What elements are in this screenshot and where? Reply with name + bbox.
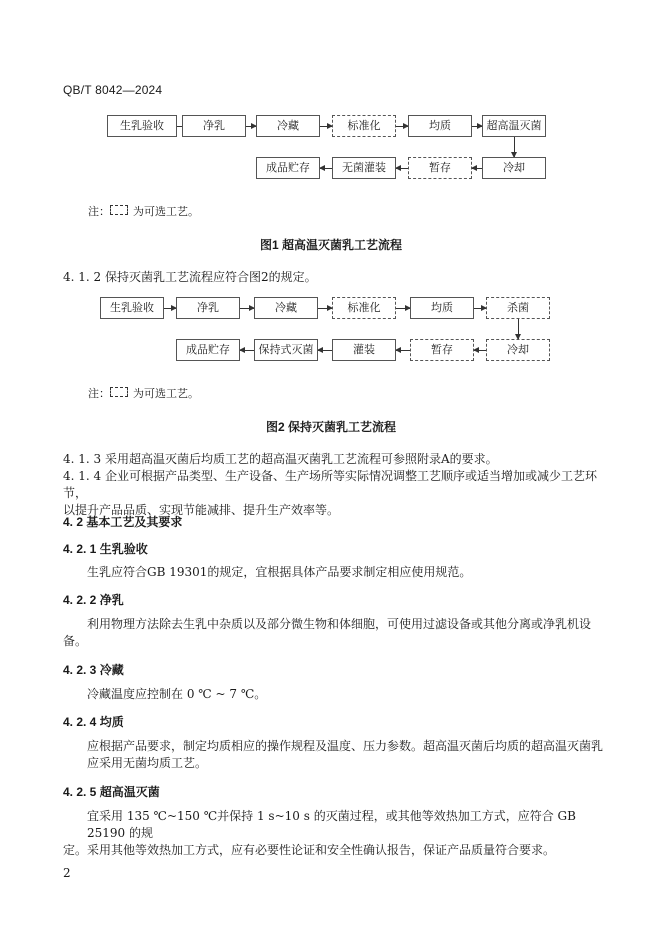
section-4-2-5-text [63,808,608,859]
section-4-2-1-text: 生乳应符合GB 19301的规定，宜根据具体产品要求制定相应使用规范。 [87,565,472,579]
fig1-arrow [396,126,408,127]
fig1-arrow [320,168,332,169]
section-4-2-4-line2: 应采用无菌均质工艺。 [87,756,208,770]
clause-text-line1: 企业可根据产品类型、生产设备、生产场所等实际情况调整工艺顺序或适当增加或减少工艺环节， [63,469,598,500]
fig1-arrow [472,168,482,169]
fig2-note-label: 注： [88,387,110,400]
clause-number: 4. 1. 4 [63,469,102,483]
section-4-2-3-text: 冷藏温度应控制在 0 ℃ ~ 7 ℃。 [87,687,267,701]
fig1-box-aseptic-filling: 无菌灌装 [332,157,396,179]
fig2-box-homogenization: 均质 [410,297,474,319]
fig2-arrow [240,308,254,309]
fig1-box-temporary-storage: 暂存 [408,157,472,179]
fig2-arrow-down [518,319,519,339]
section-4-2-5-line2: 定。采用其他等效热加工方式，应有必要性论证和安全性确认报告，保证产品质量符合要求。 [63,843,556,857]
fig1-arrow [396,168,408,169]
fig2-box-retort-sterilization: 保持式灭菌 [254,339,318,361]
fig1-arrow [320,126,332,127]
section-4-2-5-line1: 宜采用 135 ℃~150 ℃并保持 1 s~10 s 的灭菌过程，或其他等效热加工方式，应符合 GB 25190 的规 [87,809,576,840]
section-4-2-2-text [63,616,608,650]
fig2-box-filling: 灌装 [332,339,396,361]
clause-4-1-3 [63,451,498,468]
section-4-2-4-line1: 应根据产品要求，制定均质相应的操作规程及温度、压力参数。超高温灭菌后均质的超高温灭菌乳 [87,739,604,753]
fig2-arrow [474,308,486,309]
fig2-box-finished-storage: 成品贮存 [176,339,240,361]
fig2-box-cooling: 冷却 [486,339,550,361]
clause-4-1-4 [63,468,603,519]
fig1-box-finished-storage: 成品贮存 [256,157,320,179]
section-4-2-1-heading [63,540,148,557]
fig1-box-raw-milk-acceptance: 生乳验收 [107,115,177,137]
fig2-box-refrigeration: 冷藏 [254,297,318,319]
fig1-note-text: 为可选工艺。 [133,205,199,218]
section-number: 4. 2. 5 [63,785,97,799]
fig2-arrow [240,350,254,351]
page-number: 2 [63,866,71,880]
fig2-box-standardization: 标准化 [332,297,396,319]
clause-text: 保持灭菌乳工艺流程应符合图2的规定。 [105,270,317,284]
standard-code: QB/T 8042—2024 [63,83,163,97]
fig1-box-standardization: 标准化 [332,115,396,137]
section-4-2-3-heading [63,661,124,678]
fig2-box-milk-purification: 净乳 [176,297,240,319]
fig2-box-sterilization: 杀菌 [486,297,550,319]
section-4-2-2-line1: 利用物理方法除去生乳中杂质以及部分微生物和体细胞，可使用过滤设备或其他分离或净乳机设 [87,617,592,631]
fig2-arrow [318,350,332,351]
fig1-box-cooling: 冷却 [482,157,546,179]
fig2-arrow [164,308,176,309]
fig2-arrow [474,350,486,351]
clause-4-1-2 [63,269,317,286]
fig1-arrow [472,126,482,127]
fig2-box-temporary-storage: 暂存 [410,339,474,361]
section-title: 冷藏 [99,663,124,677]
fig2-arrow [318,308,332,309]
clause-number: 4. 1. 2 [63,270,102,284]
figure1-caption: 图1 超高温灭菌乳工艺流程 [259,238,402,252]
dashed-box-legend-icon [110,205,128,215]
section-title: 基本工艺及其要求 [86,515,183,529]
fig2-note-text: 为可选工艺。 [133,387,199,400]
fig1-arrow-down [514,137,515,157]
section-title: 净乳 [99,593,124,607]
section-number: 4. 2. 4 [63,715,97,729]
section-4-2-2-line2: 备。 [63,634,88,648]
section-number: 4. 2. 3 [63,663,97,677]
section-number: 4. 2 [63,515,84,529]
section-4-2-5-heading [63,783,160,800]
section-number: 4. 2. 1 [63,542,97,556]
dashed-box-legend-icon [110,387,128,397]
fig2-arrow [396,350,410,351]
fig2-box-raw-milk-acceptance: 生乳验收 [100,297,164,319]
section-4-2-4-text [63,738,608,772]
section-number: 4. 2. 2 [63,593,97,607]
clause-text-line2: 以提升产品品质、实现节能减排、提升生产效率等。 [63,503,340,517]
fig1-arrow [246,126,256,127]
fig1-note-label: 注： [88,205,110,218]
fig1-box-milk-purification: 净乳 [182,115,246,137]
clause-text: 采用超高温灭菌后均质工艺的超高温灭菌乳工艺流程可参照附录A的要求。 [105,452,498,466]
fig1-box-homogenization: 均质 [408,115,472,137]
section-title: 均质 [99,715,124,729]
section-4-2-4-heading [63,713,124,730]
section-title: 生乳验收 [99,542,148,556]
section-title: 超高温灭菌 [99,785,160,799]
figure2-caption: 图2 保持灭菌乳工艺流程 [265,420,396,434]
clause-number: 4. 1. 3 [63,452,102,466]
fig2-arrow [396,308,410,309]
fig1-box-refrigeration: 冷藏 [256,115,320,137]
section-4-2-2-heading [63,591,124,608]
section-4-2-heading [63,513,182,530]
fig1-box-uht-sterilization: 超高温灭菌 [482,115,546,137]
